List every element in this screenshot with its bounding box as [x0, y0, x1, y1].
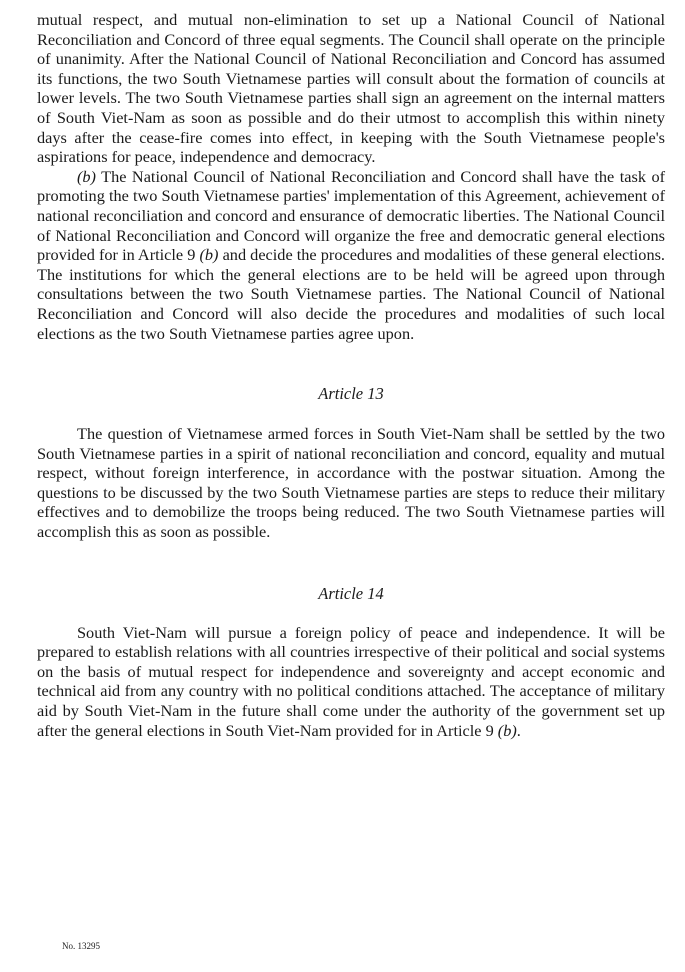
paragraph-b	[37, 167, 665, 343]
article-14-text	[37, 623, 665, 741]
article-14-end: .	[516, 720, 521, 740]
article-14-body: South Viet-Nam will pursue a foreign policy of peace and independence. It will be prepared to establish relations with all countries irrespective of their political and social systems on the basis of mutual respect for independence and sovereignty and accept economic and technical aid from any country with no political conditions attached. The acceptance of military aid by South Viet-Nam in the future shall come under the authority of the government set up after the general elections in South Viet-Nam provided for in Article 9	[37, 622, 665, 740]
article-14-ref-marker: (b)	[497, 720, 517, 740]
article-13-text: The question of Vietnamese armed forces in South Viet-Nam shall be settled by the two South Vietnamese parties in a spirit of national reconciliation and concord, equality and mutual respect, without foreign interference, in accordance with the postwar situation. Among the questions to be discussed by the two South Vietnamese parties are steps to reduce their military effectives and to demobilize the troops being reduced. The two South Vietnamese parties will accomplish this as soon as possible.	[37, 424, 665, 542]
continuation-paragraph: mutual respect, and mutual non-elimination to set up a National Council of National Reconciliation and Concord of three equal segments. The Council shall operate on the principle of unanimity. After the National Council of National Reconciliation and Concord has assumed its functions, the two South Vietnamese parties will consult about the formation of councils at lower levels. The two South Vietnamese parties shall sign an agreement on the internal matters of South Viet-Nam as soon as possible and do their utmost to accomplish this within ninety days after the cease-fire comes into effect, in keeping with the South Vietnamese people's aspirations for peace, independence and democracy.	[37, 10, 665, 167]
paragraph-b-text: The National Council of National Reconciliation and Concord shall have the task of promoting the two South Vietnamese parties' implementation of this Agreement, achievement of national reconciliation and concord and ensurance of democratic liberties. The National Council of National Reconciliation and Concord will organize the free and democratic general elections provided for in Article 9	[37, 166, 665, 265]
paragraph-b-marker: (b)	[77, 166, 96, 186]
document-page	[37, 10, 665, 740]
paragraph-b-ref-marker: (b)	[199, 245, 219, 265]
document-number-footer: No. 13295	[62, 941, 100, 951]
paragraph-b-text-after: and decide the procedures and modalities of these general elections. The institutions for which the general elections are to be held will be agreed upon through consultations between the two South Vietnamese parties. The National Council of National Reconciliation and Concord will also decide the procedures and modalities of such local elections as the two South Vietnamese parties agree upon.	[37, 245, 665, 343]
article-13-heading: Article 13	[318, 384, 384, 404]
article-14-heading: Article 14	[318, 583, 384, 603]
